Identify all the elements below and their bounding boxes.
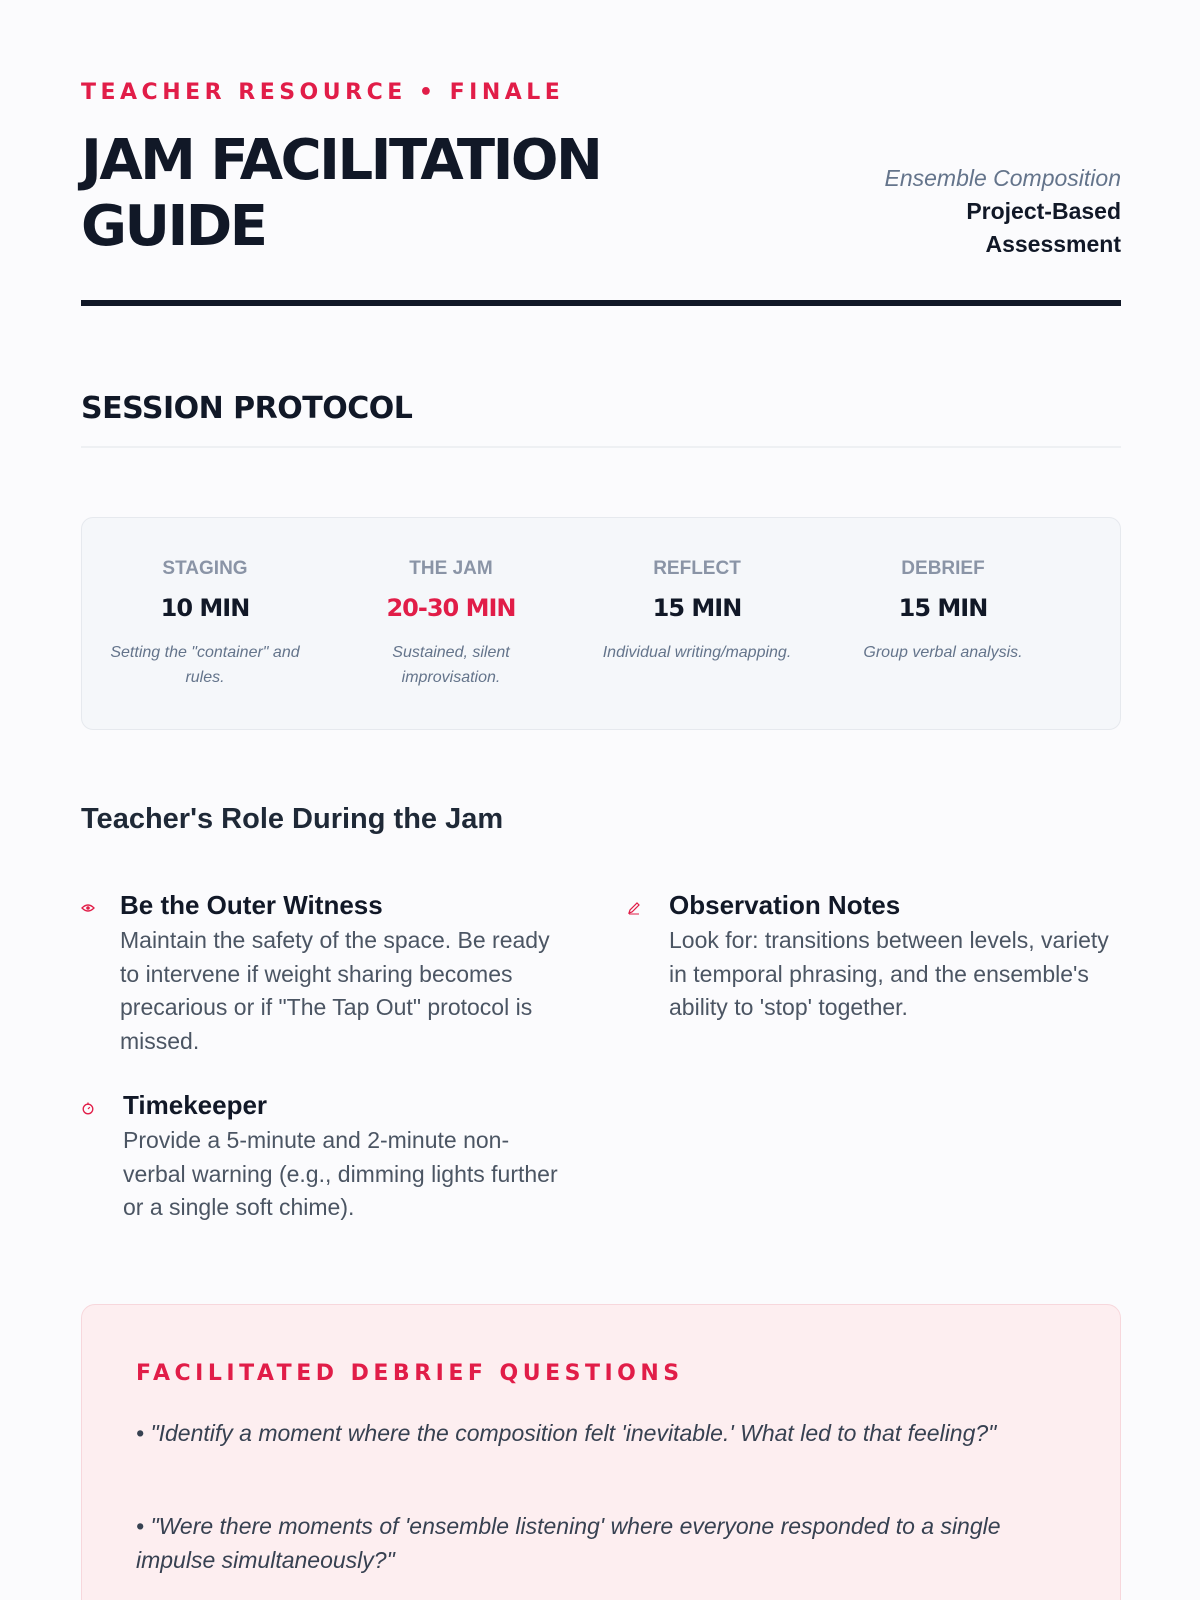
step-name: DEBRIEF	[901, 558, 985, 579]
header-divider	[81, 300, 1121, 306]
assessment-label: Project-Based Assessment	[966, 198, 1121, 257]
step-debrief	[820, 558, 1066, 665]
step-description: Setting the "container" and rules.	[110, 644, 300, 686]
debrief-question: • "Were there moments of 'ensemble listening' where everyone responded to a single impulse simultaneously?"	[136, 1513, 1001, 1573]
role-outer-witness	[81, 888, 571, 1058]
step-duration: 10 MIN	[160, 594, 250, 622]
role-observation-notes	[627, 888, 1121, 1025]
role-text: Look for: transitions between levels, variety in temporal phrasing, and the ensemble's ability to 'stop' together.	[669, 927, 1109, 1020]
step-name: THE JAM	[409, 558, 493, 579]
step-duration: 15 MIN	[898, 594, 988, 622]
debrief-question: • "Identify a moment where the composition felt 'inevitable.' What led to that feeling?"	[136, 1420, 997, 1446]
step-name: STAGING	[162, 558, 248, 579]
step-description: Individual writing/mapping.	[602, 644, 792, 661]
subject-label: Ensemble Composition	[884, 165, 1121, 191]
title-line-2: GUIDE	[81, 194, 266, 259]
step-duration: 15 MIN	[652, 594, 742, 622]
role-timekeeper	[81, 1088, 571, 1225]
stopwatch-icon	[81, 1101, 95, 1115]
section-title: SESSION PROTOCOL	[81, 391, 413, 426]
role-title: Be the Outer Witness	[120, 890, 383, 920]
role-title: Observation Notes	[669, 890, 901, 920]
section-divider	[81, 446, 1121, 448]
step-description: Sustained, silent improvisation.	[392, 644, 510, 686]
pencil-icon	[627, 901, 641, 915]
title-line-1: JAM FACILITATION	[81, 128, 601, 193]
role-text: Provide a 5-minute and 2-minute non-verbal warning (e.g., dimming lights further or a single soft chime).	[123, 1127, 558, 1220]
step-name: REFLECT	[653, 558, 741, 579]
role-title: Timekeeper	[123, 1090, 268, 1120]
role-text: Maintain the safety of the space. Be ready to intervene if weight sharing becomes precarious or if "The Tap Out" protocol is missed.	[120, 927, 550, 1054]
step-duration: 20-30 MIN	[386, 594, 516, 622]
step-reflect	[574, 558, 820, 665]
step-staging	[82, 558, 328, 690]
debrief-title: FACILITATED DEBRIEF QUESTIONS	[136, 1361, 684, 1386]
debrief-questions-box	[81, 1304, 1121, 1600]
session-timeline	[81, 517, 1121, 730]
page-title	[81, 128, 721, 260]
eyebrow-label: TEACHER RESOURCE • FINALE	[81, 80, 565, 105]
step-description: Group verbal analysis.	[863, 644, 1023, 661]
step-the-jam	[328, 558, 574, 690]
roles-title: Teacher's Role During the Jam	[81, 803, 504, 835]
header-meta	[884, 162, 1121, 261]
eye-icon	[81, 901, 95, 915]
page-header	[81, 80, 1121, 259]
